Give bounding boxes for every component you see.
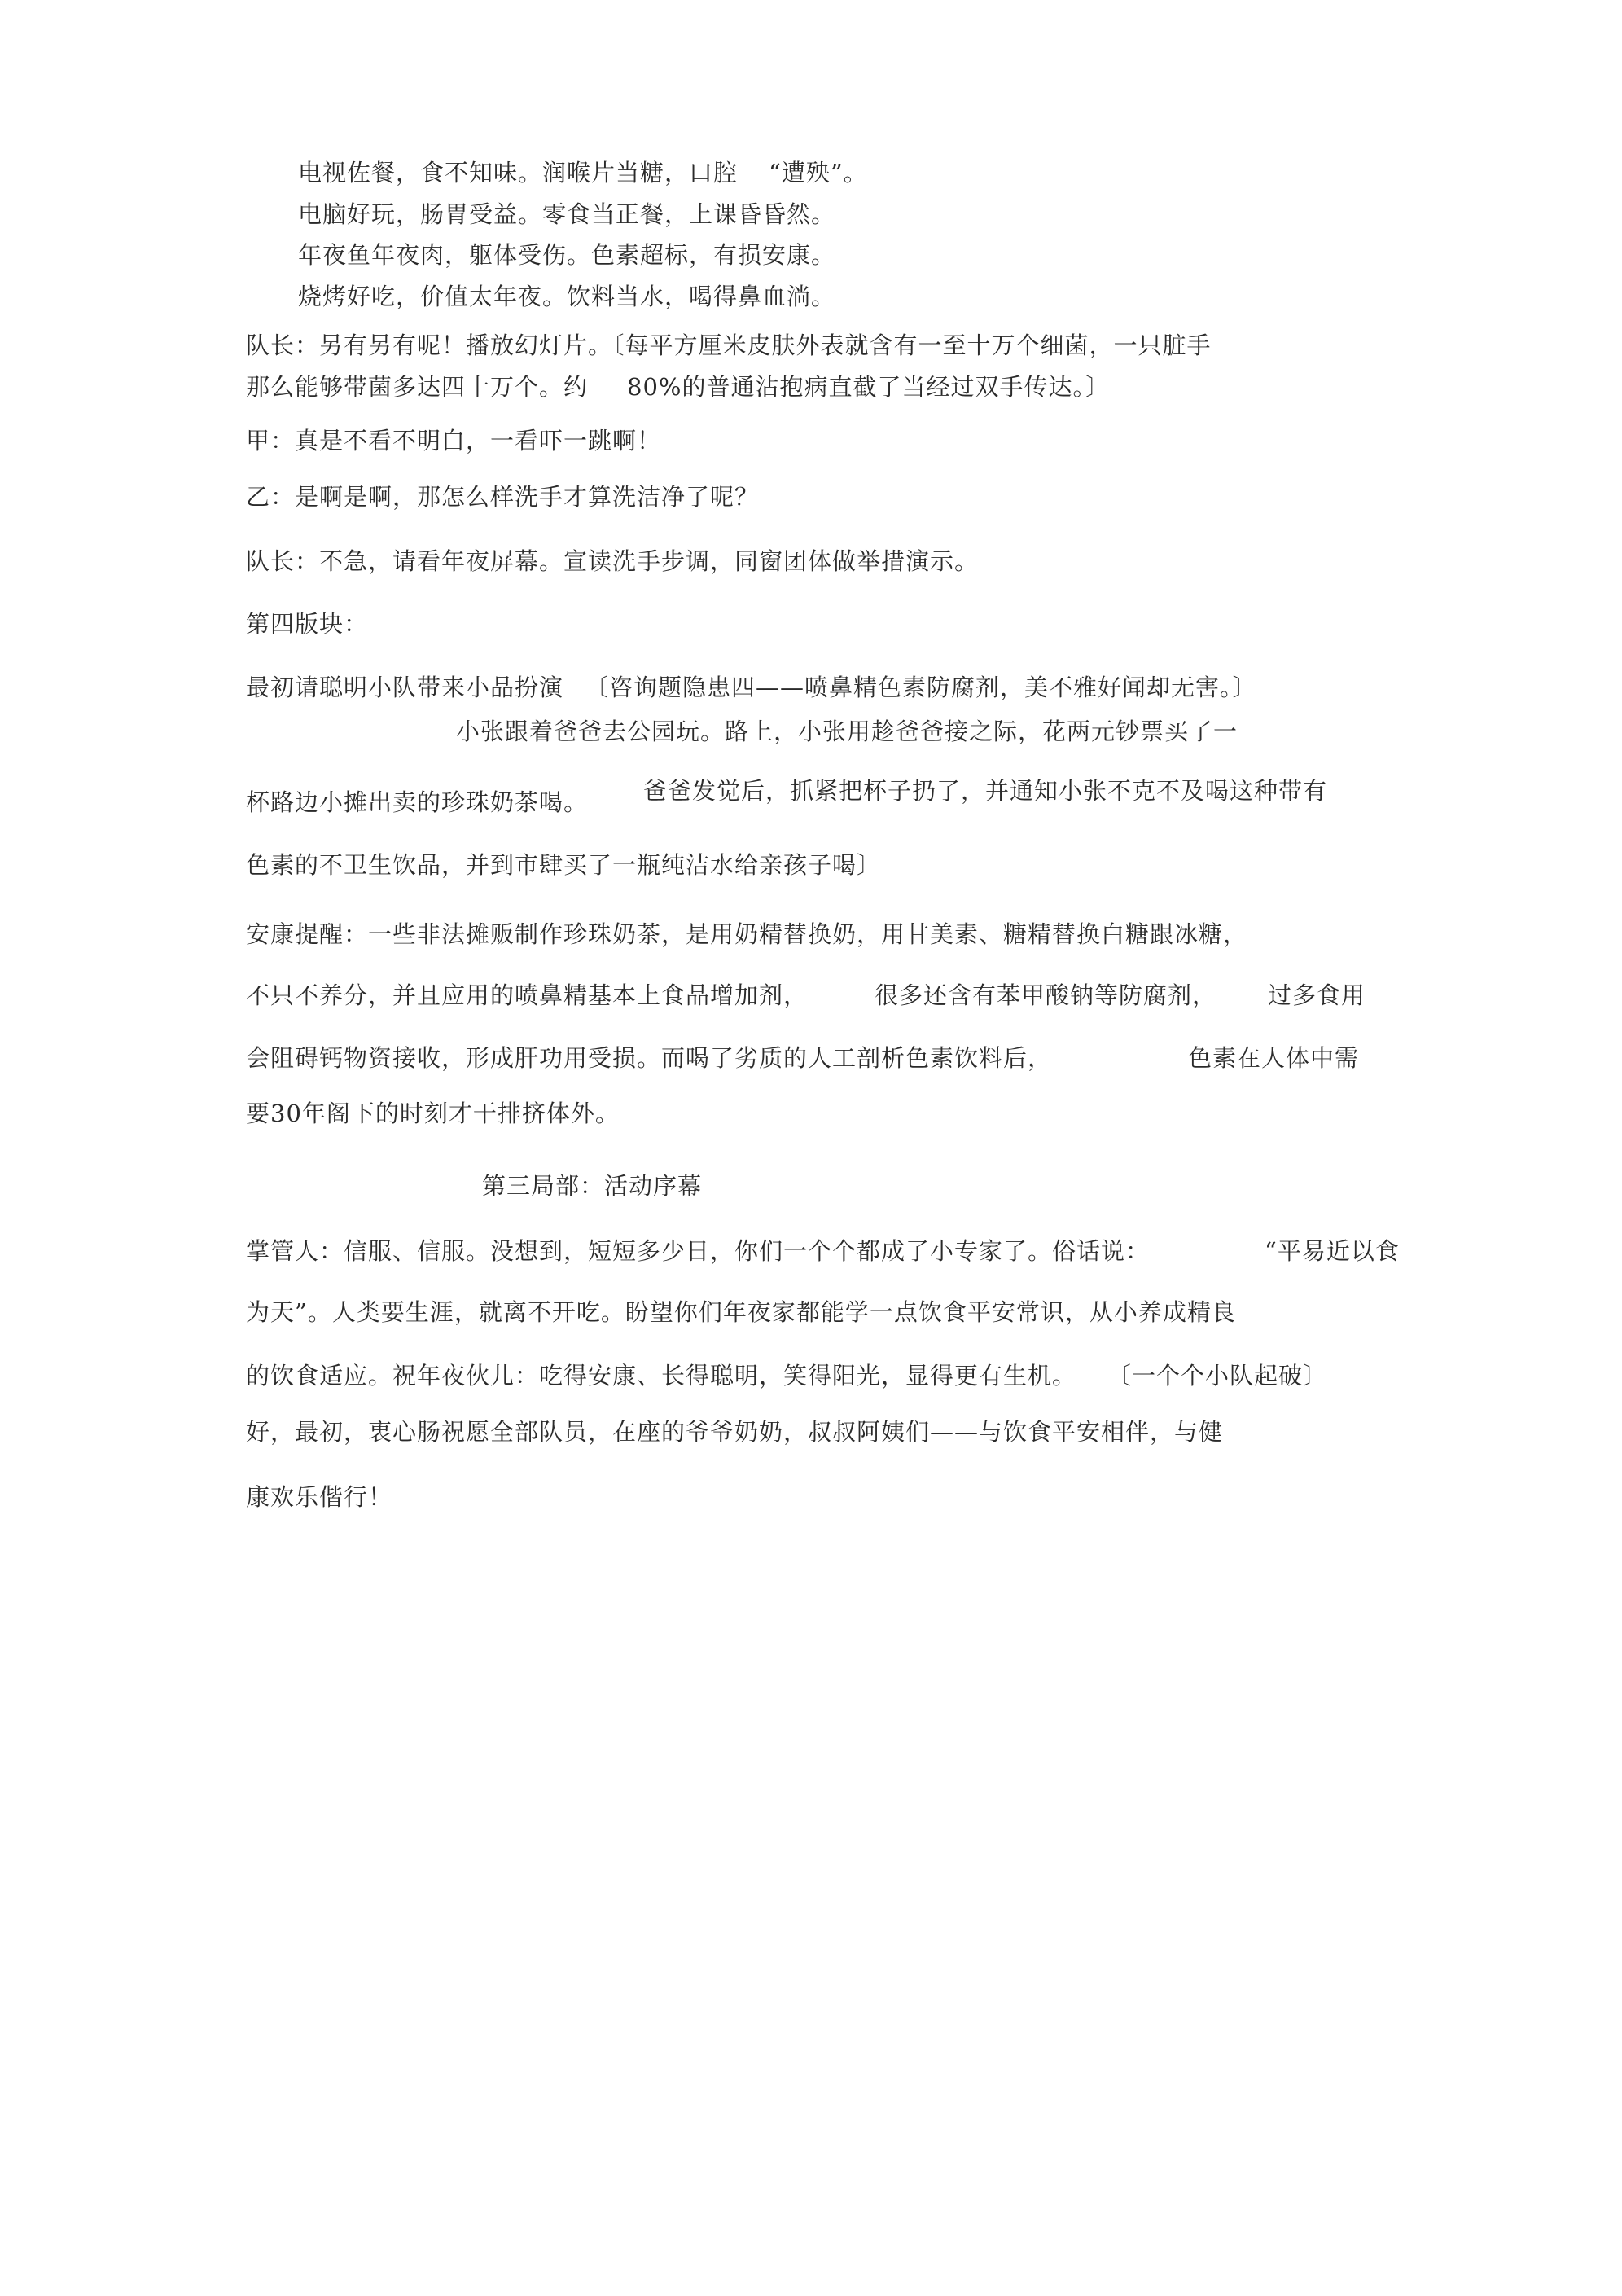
host-line-4: 好，最初，衷心肠祝愿全部队员，在座的爷爷奶奶，叔叔阿姨们——与饮食平安相伴，与健 — [246, 1418, 1224, 1446]
story-line-3: 色素的不卫生饮品，并到市肆买了一瓶纯洁水给亲孩子喝〕 — [246, 851, 882, 879]
host-line-1a: 掌管人：信服、信服。没想到，短短多少日，你们一个个都成了小专家了。俗话说： — [246, 1237, 1151, 1265]
skit-line-b: 〔咨询题隐患四——喷鼻精色素防腐剂，美不雅好闻却无害。〕 — [585, 674, 1257, 701]
story-line-2b: 爸爸发觉后，抓紧把杯子扔了，并通知小张不克不及喝这种带有 — [643, 777, 1328, 805]
tip-line-2b: 很多还含有苯甲酸钠等防腐剂， — [875, 981, 1217, 1009]
captain-slides-line-2a: 那么能够带菌多达四十万个。约 — [246, 373, 589, 401]
story-line-1: 小张跟着爸爸去公园玩。路上，小张用趁爸爸接之际，花两元钞票买了一 — [456, 718, 1238, 745]
captain-slides-line-2b: 80%的普通沾抱病直截了当经过双手传达。〕 — [627, 373, 1110, 401]
poem-line-1-text: 电视佐餐，食不知味。润喉片当糖，口腔 — [298, 159, 739, 187]
tip-line-3b: 色素在人体中需 — [1188, 1044, 1360, 1072]
tip-line-2a: 不只不养分，并且应用的喷鼻精基本上食品增加剂， — [246, 981, 809, 1009]
yi-line: 乙：是啊是啊，那怎么样洗手才算洗洁净了呢？ — [246, 483, 760, 511]
jia-line: 甲：真是不看不明白，一看吓一跳啊！ — [246, 427, 662, 454]
part-3-heading: 第三局部：活动序幕 — [482, 1172, 703, 1200]
captain-slides-line-1: 队长：另有另有呢！播放幻灯片。〔每平方厘米皮肤外表就含有一至十万个细菌，一只脏手 — [246, 331, 1212, 359]
poem-line-4: 烧烤好吃，价值太年夜。饮料当水，喝得鼻血淌。 — [298, 283, 836, 310]
section-4-heading: 第四版块： — [246, 610, 369, 638]
captain-wash-line: 队长：不急，请看年夜屏幕。宣读洗手步调，同窗团体做举措演示。 — [246, 547, 980, 575]
host-line-2: 为天”。人类要生涯，就离不开吃。盼望你们年夜家都能学一点饮食平安常识，从小养成精良 — [246, 1298, 1236, 1326]
poem-line-1-quote: “遭殃”。 — [769, 159, 868, 187]
host-line-3b: 〔一个个小队起破〕 — [1107, 1362, 1328, 1389]
tip-line-4: 要30年阁下的时刻才干排挤体外。 — [246, 1100, 620, 1127]
poem-line-3: 年夜鱼年夜肉，躯体受伤。色素超标，有损安康。 — [298, 241, 836, 269]
tip-line-2c: 过多食用 — [1268, 981, 1366, 1009]
host-line-1b: “平易近以食 — [1265, 1237, 1400, 1265]
skit-line-a: 最初请聪明小队带来小品扮演 — [246, 674, 564, 701]
tip-line-3a: 会阻碍钙物资接收，形成肝功用受损。而喝了劣质的人工剖析色素饮料后， — [246, 1044, 1053, 1072]
tip-line-1: 安康提醒：一些非法摊贩制作珍珠奶茶，是用奶精替换奶，用甘美素、糖精替换白糖跟冰糖， — [246, 920, 1248, 948]
poem-line-2: 电脑好玩，肠胃受益。零食当正餐，上课昏昏然。 — [298, 200, 836, 228]
story-line-2a: 杯路边小摊出卖的珍珠奶茶喝。 — [246, 788, 589, 816]
host-line-3a: 的饮食适应。祝年夜伙儿：吃得安康、长得聪明，笑得阳光，显得更有生机。 — [246, 1362, 1077, 1389]
host-line-5: 康欢乐偕行！ — [246, 1483, 393, 1511]
